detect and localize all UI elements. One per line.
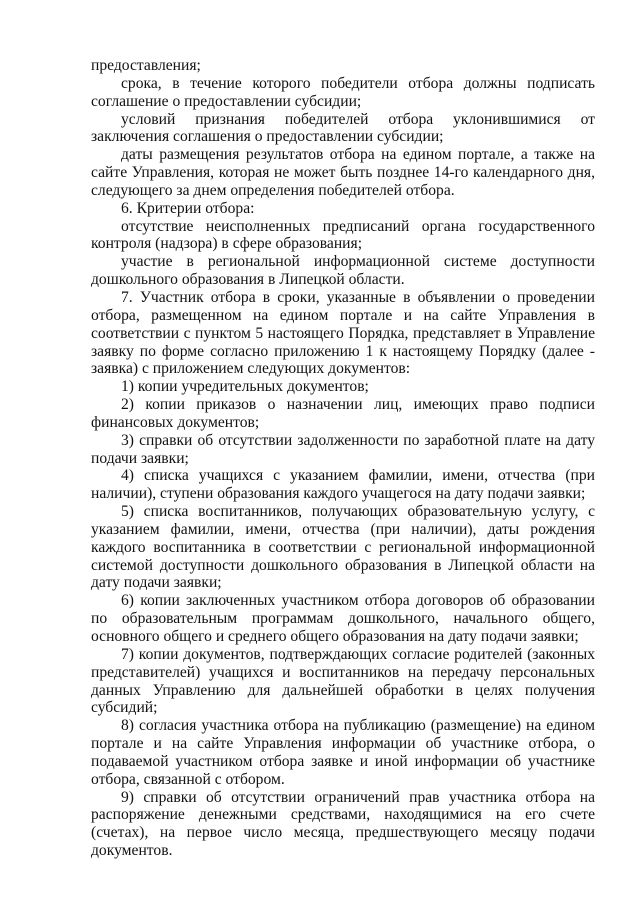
document-item-4: 4) списка учащихся с указанием фамилии, имени, отчества (при наличии), ступени образования каждого учащегося на дату подачи заявки; bbox=[91, 467, 595, 503]
document-item-8: 8) согласия участника отбора на публикацию (размещение) на едином портале и на сайте Управления информации об участнике отбора, о подаваемой участником отбора заявке и иной информации об участнике отбора, связанной с отбором. bbox=[91, 717, 595, 788]
document-page bbox=[91, 57, 595, 860]
criterion-regional-system: участие в региональной информационной системе доступности дошкольного образования в Липецкой области. bbox=[91, 253, 595, 289]
paragraph-continuation: предоставления; bbox=[91, 57, 201, 74]
criterion-no-violations: отсутствие неисполненных предписаний органа государственного контроля (надзора) в сфере образования; bbox=[91, 217, 595, 253]
section-7-paragraph: 7. Участник отбора в сроки, указанные в объявлении о проведении отбора, размещенном на едином портале и на сайте Управления в соответствии с пунктом 5 настоящего Порядка, представляет в Управление заявку по форме согласно приложению 1 к настоящему Порядку (далее - заявка) с приложением следующих документов: bbox=[91, 288, 595, 378]
section-6-heading: 6. Критерии отбора: bbox=[121, 199, 255, 217]
paragraph-evasion-conditions: условий признания победителей отбора уклонившимися от заключения соглашения о предоставлении субсидии; bbox=[91, 110, 595, 146]
document-item-5: 5) списка воспитанников, получающих образовательную услугу, с указанием фамилии, имени, отчества (при наличии), даты рождения каждого воспитанника в соответствии с региональной информационной системой доступности дошкольного образования в Липецкой области на дату подачи заявки; bbox=[91, 503, 595, 592]
document-item-3: 3) справки об отсутствии задолженности по заработной плате на дату подачи заявки; bbox=[91, 431, 595, 467]
document-item-1: 1) копии учредительных документов; bbox=[121, 378, 369, 396]
document-item-2: 2) копии приказов о назначении лиц, имеющих право подписи финансовых документов; bbox=[91, 396, 595, 431]
paragraph-signing-deadline: срока, в течение которого победители отбора должны подписать соглашение о предоставлении субсидии; bbox=[91, 74, 595, 110]
paragraph-publication-date: даты размещения результатов отбора на едином портале, а также на сайте Управления, которая не может быть позднее 14-го календарного дня, следующего за днем определения победителей отбора. bbox=[91, 146, 595, 199]
document-item-7: 7) копии документов, подтверждающих согласие родителей (законных представителей) учащихся и воспитанников на передачу персональных данных Управлению для дальнейшей обработки в целях получения субсидий; bbox=[91, 645, 595, 717]
document-item-9: 9) справки об отсутствии ограничений прав участника отбора на распоряжение денежными средствами, находящимися на его счете (счетах), на первое число месяца, предшествующего месяцу подачи документов. bbox=[91, 788, 595, 860]
document-item-6: 6) копии заключенных участником отбора договоров об образовании по образовательным программам дошкольного, начального общего, основного общего и среднего общего образования на дату подачи заявки; bbox=[91, 592, 595, 645]
